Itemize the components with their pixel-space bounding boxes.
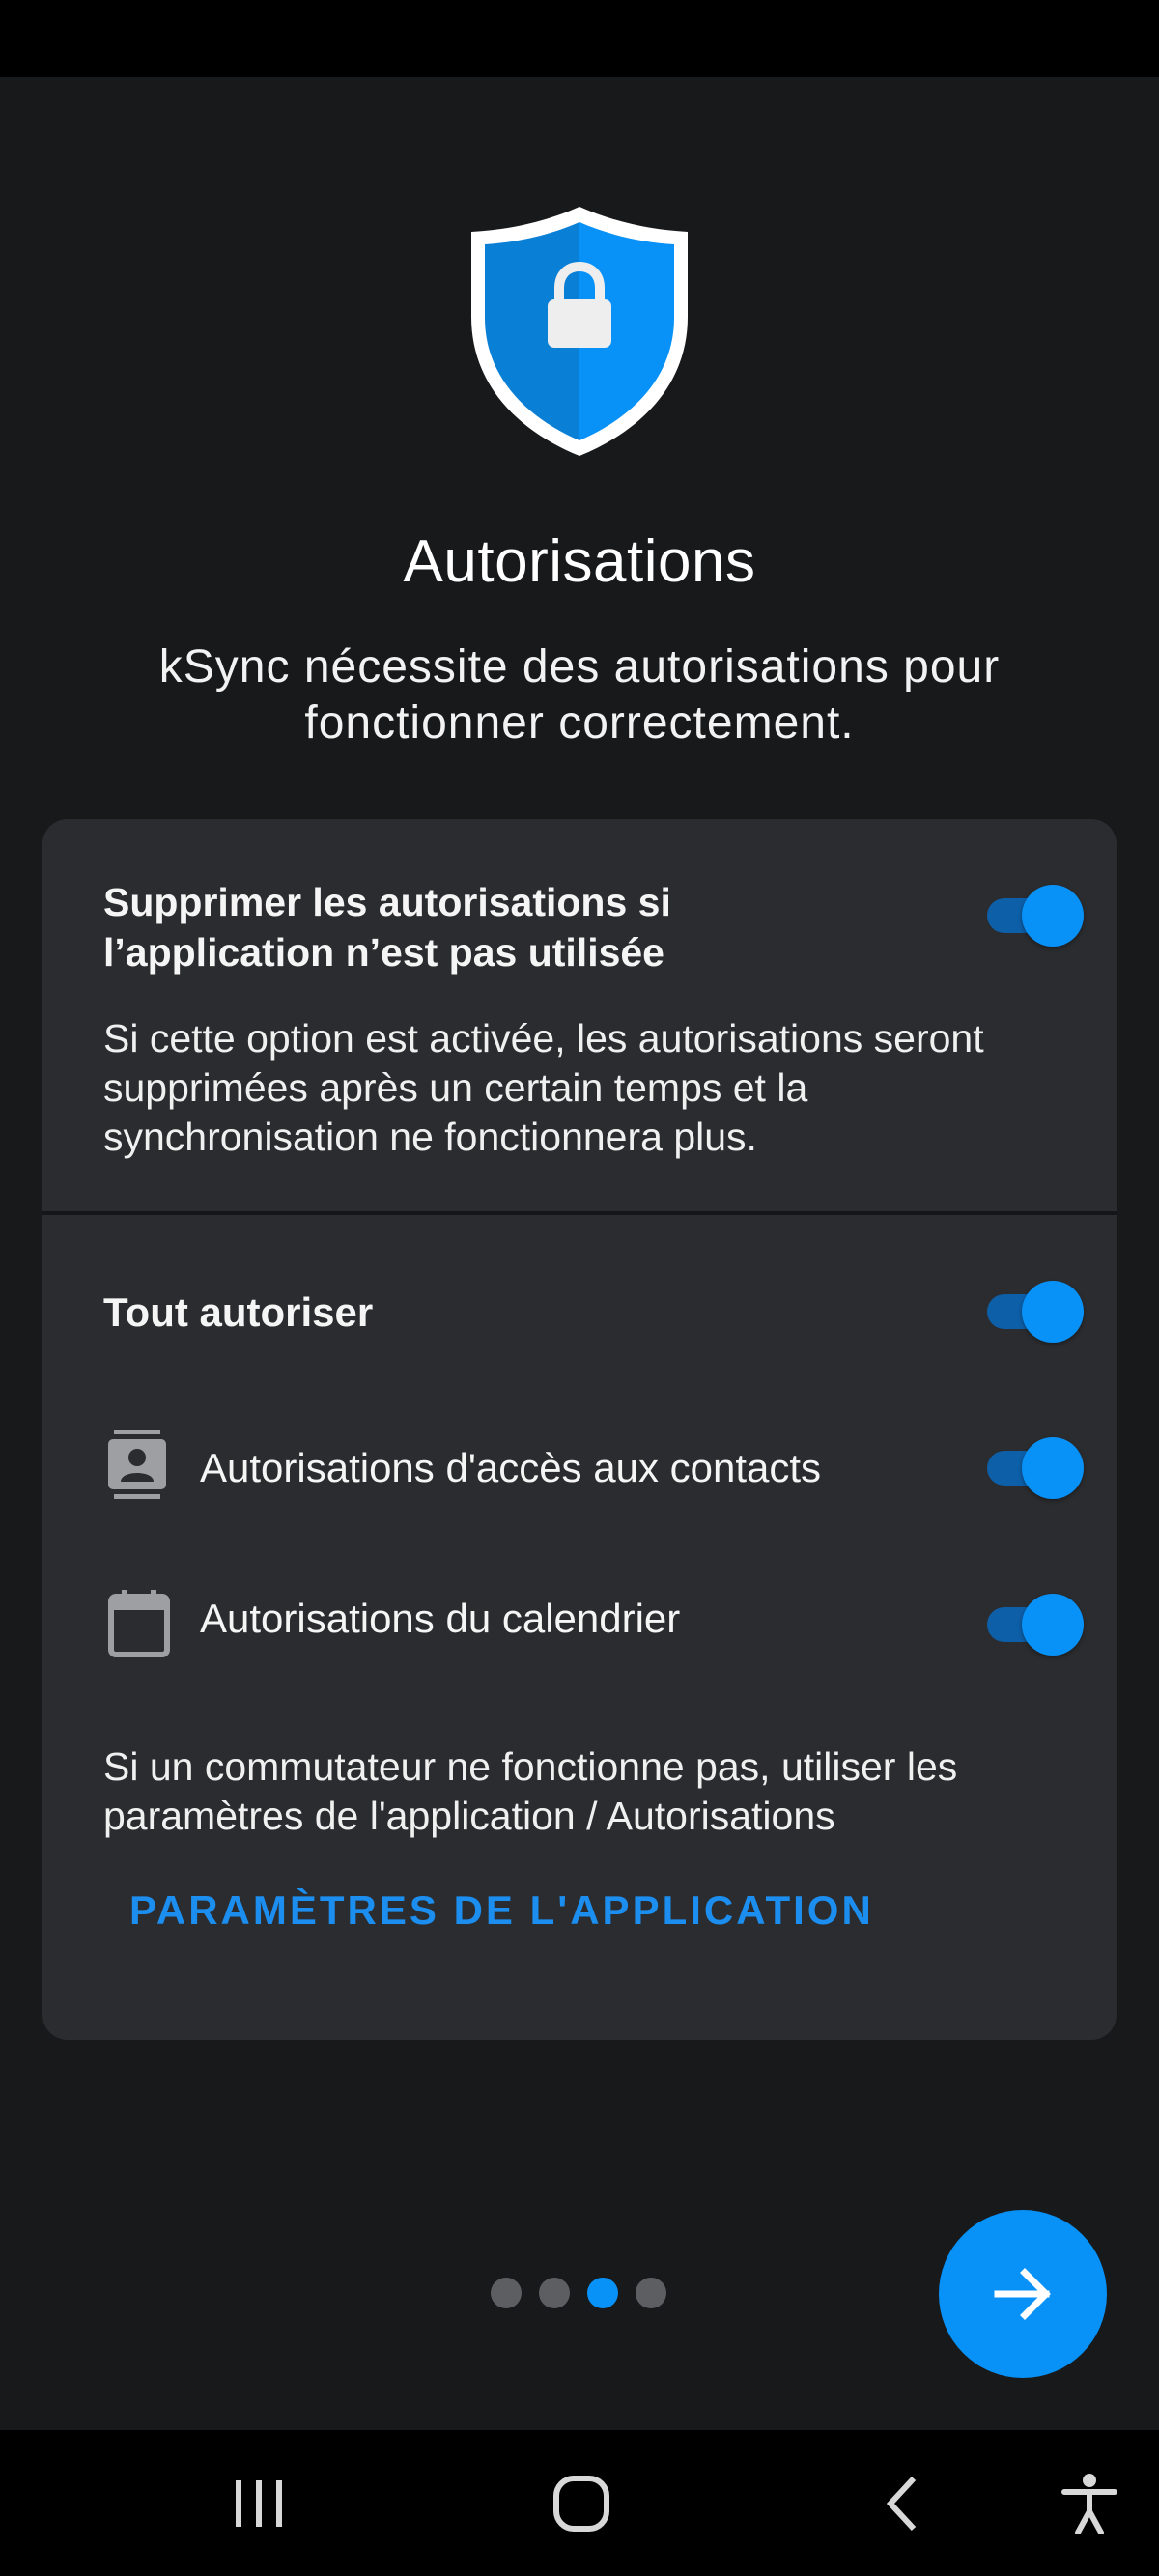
recents-button[interactable] (191, 2430, 326, 2576)
remove-permissions-description: Si cette option est activée, les autorisations seront supprimées après un certain temps et la synchronisation ne fonctionnera plus. (103, 1016, 984, 1159)
arrow-right-icon (990, 2261, 1056, 2327)
page-dot-4 (636, 2278, 666, 2308)
divider (42, 1211, 1117, 1215)
system-nav-bar (0, 2430, 1159, 2576)
page-dot-2 (539, 2278, 570, 2308)
remove-permissions-title: Supprimer les autorisations si l’application n’est pas utilisée (103, 880, 671, 975)
contacts-icon (106, 1430, 168, 1499)
page-dot-1 (491, 2278, 522, 2308)
remove-permissions-toggle[interactable] (987, 885, 1084, 947)
accessibility-icon (1060, 2473, 1118, 2534)
page-dot-3-active (587, 2278, 618, 2308)
shield-lock-icon (462, 201, 697, 462)
status-bar (0, 0, 1159, 77)
recents-icon (230, 2475, 288, 2533)
next-button[interactable] (939, 2210, 1107, 2378)
allow-all-toggle[interactable] (987, 1281, 1084, 1343)
page-title: Autorisations (403, 528, 756, 595)
app-settings-button[interactable]: PARAMÈTRES DE L'APPLICATION (129, 1887, 874, 1933)
accessibility-button[interactable] (1022, 2430, 1157, 2576)
toggle-hint-text: Si un commutateur ne fonctionne pas, utiliser les paramètres de l'application / Autorisations (103, 1744, 958, 1838)
toggle-thumb (1022, 885, 1084, 947)
page-indicator (491, 2278, 668, 2308)
back-button[interactable] (836, 2430, 972, 2576)
unused-app-section (42, 819, 1117, 1213)
contacts-permission-toggle[interactable] (987, 1437, 1084, 1499)
toggle-thumb (1022, 1281, 1084, 1343)
toggle-thumb (1022, 1594, 1084, 1656)
permissions-card (42, 819, 1117, 2040)
allow-all-label: Tout autoriser (103, 1289, 374, 1335)
calendar-permission-toggle[interactable] (987, 1594, 1084, 1656)
page-subtitle: kSync nécessite des autorisations pour fonctionner correctement. (158, 641, 1001, 749)
home-button[interactable] (514, 2430, 649, 2576)
contacts-permission-label: Autorisations d'accès aux contacts (200, 1445, 822, 1490)
home-icon (551, 2473, 612, 2534)
calendar-permission-label: Autorisations du calendrier (200, 1596, 681, 1641)
toggle-thumb (1022, 1437, 1084, 1499)
calendar-icon (108, 1590, 170, 1659)
back-icon (875, 2475, 933, 2533)
